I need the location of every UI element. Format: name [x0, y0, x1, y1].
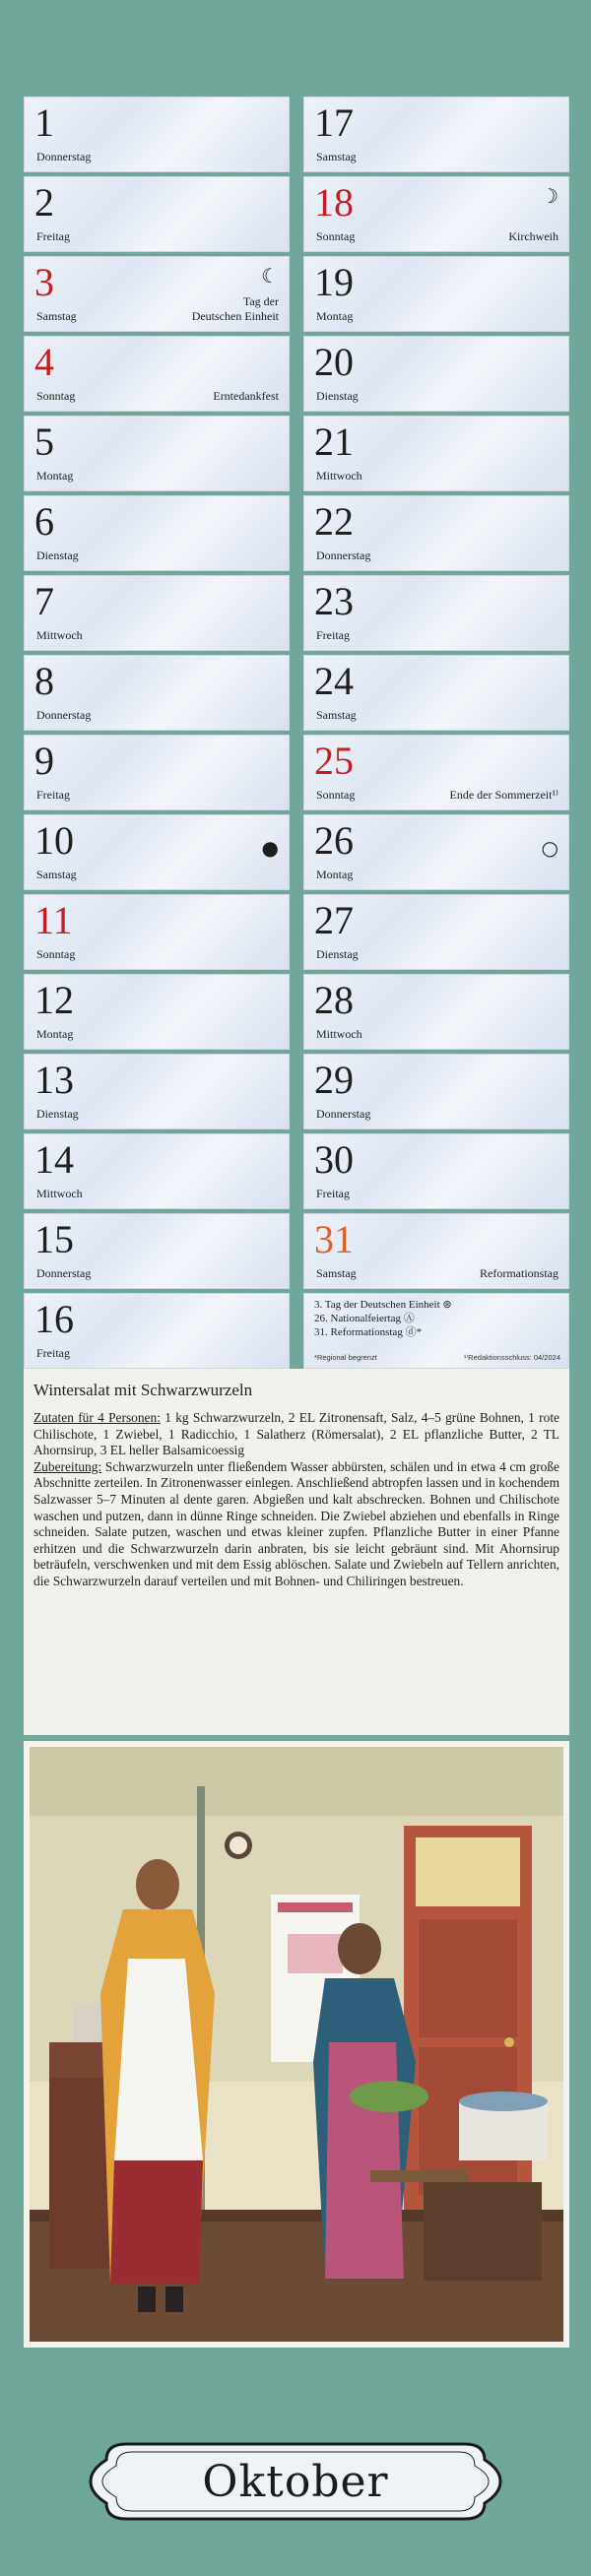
- day-cell: [303, 575, 569, 651]
- recipe-box: [24, 1369, 569, 1735]
- day-cell: [24, 176, 290, 252]
- day-number: 25: [314, 739, 354, 783]
- month-title: Oktober: [202, 2456, 389, 2507]
- day-cell: [303, 655, 569, 731]
- day-cell: [24, 495, 290, 571]
- weekday-label: Mittwoch: [36, 1187, 83, 1200]
- day-number: 18: [314, 180, 354, 225]
- weekday-label: Montag: [316, 309, 354, 323]
- day-number: 27: [314, 898, 354, 942]
- kitchen-illustration: [24, 1741, 569, 2348]
- day-number: 13: [34, 1058, 74, 1102]
- weekday-label: Donnerstag: [316, 548, 371, 562]
- day-cell: [24, 1054, 290, 1129]
- day-cell: [24, 894, 290, 970]
- day-cell: [24, 814, 290, 890]
- weekday-label: Donnerstag: [36, 1266, 92, 1280]
- day-number: 10: [34, 818, 74, 863]
- weekday-label: Mittwoch: [316, 469, 362, 483]
- event-label: Tag der Deutschen Einheit: [191, 294, 279, 323]
- preparation-text: Schwarzwurzeln unter fließendem Wasser abbürsten, schälen und in etwa 4 cm große Abschnitte zerteilen. In Zitronenwasser einlegen. Anschließend abtropfen lassen und in kochendem Salzwasser 5–7 Minuten al dente garen. Abgießen und kalt abschrecken. Bohnen und Chilischote waschen und putzen, dann in dünne Ringe schneiden. Die Zwiebel abziehen und ebenfalls in Ringe schneiden. Salate putzen, waschen und etwas kleiner zupfen. Pflanzliche Butter in einer Pfanne erhitzen und die Schwarzwurzeln darin anbraten, bis sie leicht gebräunt sind. Mit Ahornsirup beträufeln, verschwenken und mit dem Essig ablöschen. Salate und Zwiebeln auf Tellern anrichten, die Schwarzwurzeln darauf verteilen und mit Bohnen- und Chiliringen bestreuen.: [33, 1458, 559, 1588]
- month-banner: [87, 2430, 504, 2533]
- day-number: 14: [34, 1137, 74, 1182]
- weekday-label: Mittwoch: [316, 1027, 362, 1041]
- day-number: 7: [34, 579, 54, 623]
- day-cell: [303, 256, 569, 332]
- weekday-label: Freitag: [36, 788, 70, 802]
- recipe-ingredients: [33, 1410, 559, 1459]
- day-number: 26: [314, 818, 354, 863]
- day-cell: [303, 1133, 569, 1209]
- day-cell: [24, 256, 290, 332]
- day-number: 9: [34, 739, 54, 783]
- ingredients-text: 1 kg Schwarzwurzeln, 2 EL Zitronensaft, Salz, 4–5 grüne Bohnen, 1 rote Chilischote, 1 Zwiebel, 1 Radicchio, 1 Salatherz (Römersalat), 2 EL pflanzliche Butter, 2 TL Ahornsirup, 3 EL heller Balsamicoessig: [33, 1410, 559, 1458]
- weekday-label: Sonntag: [316, 229, 356, 243]
- weekday-label: Samstag: [316, 708, 357, 722]
- day-number: 17: [314, 100, 354, 145]
- moon-phase-icon: ●: [261, 836, 279, 860]
- day-cell: [24, 336, 290, 412]
- day-cell: [303, 336, 569, 412]
- day-number: 3: [34, 260, 54, 304]
- day-number: 15: [34, 1217, 74, 1261]
- day-cell: [24, 735, 290, 810]
- weekday-label: Donnerstag: [316, 1107, 371, 1121]
- recipe-preparation: [33, 1459, 559, 1590]
- regional-note: *Regional begrenzt: [314, 1353, 377, 1362]
- kitchen-scene-image: [30, 1747, 563, 2342]
- event-label: Erntedankfest: [213, 389, 279, 403]
- day-number: 30: [314, 1137, 354, 1182]
- editorial-note: ¹⁾Redaktionsschluss: 04/2024: [463, 1353, 560, 1362]
- weekday-label: Samstag: [316, 150, 357, 163]
- day-number: 12: [34, 978, 74, 1022]
- day-number: 29: [314, 1058, 354, 1102]
- day-cell: [303, 416, 569, 491]
- moon-phase-icon: ☾: [261, 264, 279, 288]
- weekday-label: Sonntag: [36, 389, 76, 403]
- day-cell: [24, 655, 290, 731]
- weekday-label: Montag: [316, 868, 354, 881]
- day-number: 22: [314, 499, 354, 544]
- day-number: 16: [34, 1297, 74, 1341]
- weekday-label: Samstag: [36, 868, 77, 881]
- ingredients-label: Zutaten für 4 Personen:: [33, 1410, 161, 1425]
- weekday-label: Mittwoch: [36, 628, 83, 642]
- weekday-label: Freitag: [316, 628, 350, 642]
- weekday-label: Samstag: [316, 1266, 357, 1280]
- day-number: 11: [34, 898, 73, 942]
- day-cell: [24, 1293, 290, 1369]
- day-number: 2: [34, 180, 54, 225]
- holiday-line: 26. Nationalfeiertag Ⓐ: [314, 1313, 415, 1324]
- weekday-label: Sonntag: [316, 788, 356, 802]
- weekday-label: Dienstag: [316, 947, 359, 961]
- day-cell: [24, 416, 290, 491]
- holiday-cell: [303, 1293, 569, 1369]
- holiday-footnotes: [314, 1353, 560, 1362]
- day-number: 19: [314, 260, 354, 304]
- weekday-label: Freitag: [36, 229, 70, 243]
- day-cell: [303, 1054, 569, 1129]
- day-cell: [303, 176, 569, 252]
- recipe-title: Wintersalat mit Schwarzwurzeln: [33, 1381, 253, 1399]
- day-cell: [24, 1213, 290, 1289]
- day-cell: [24, 974, 290, 1050]
- preparation-label: Zubereitung:: [33, 1458, 102, 1474]
- day-number: 23: [314, 579, 354, 623]
- day-number: 5: [34, 419, 54, 464]
- weekday-label: Freitag: [316, 1187, 350, 1200]
- day-number: 21: [314, 419, 354, 464]
- weekday-label: Donnerstag: [36, 150, 92, 163]
- weekday-label: Dienstag: [316, 389, 359, 403]
- event-label: Ende der Sommerzeit¹⁾: [449, 788, 558, 802]
- weekday-label: Sonntag: [36, 947, 76, 961]
- day-number: 6: [34, 499, 54, 544]
- holiday-line: 3. Tag der Deutschen Einheit ⊛: [314, 1299, 452, 1311]
- weekday-label: Dienstag: [36, 548, 79, 562]
- day-number: 20: [314, 340, 354, 384]
- holiday-list: [314, 1298, 562, 1339]
- weekday-label: Dienstag: [36, 1107, 79, 1121]
- event-label: Reformationstag: [480, 1266, 558, 1280]
- event-label: Kirchweih: [508, 229, 558, 243]
- weekday-label: Freitag: [36, 1346, 70, 1360]
- day-cell: [303, 1213, 569, 1289]
- weekday-label: Samstag: [36, 309, 77, 323]
- weekday-label: Montag: [36, 1027, 74, 1041]
- day-number: 28: [314, 978, 354, 1022]
- day-cell: [24, 97, 290, 172]
- day-number: 4: [34, 340, 54, 384]
- day-cell: [24, 1133, 290, 1209]
- day-number: 1: [34, 100, 54, 145]
- day-number: 8: [34, 659, 54, 703]
- day-number: 24: [314, 659, 354, 703]
- moon-phase-icon: ○: [541, 836, 558, 860]
- day-cell: [303, 894, 569, 970]
- weekday-label: Donnerstag: [36, 708, 92, 722]
- moon-phase-icon: ☽: [541, 184, 558, 208]
- day-cell: [303, 974, 569, 1050]
- day-cell: [24, 575, 290, 651]
- day-number: 31: [314, 1217, 354, 1261]
- day-cell: [303, 814, 569, 890]
- weekday-label: Montag: [36, 469, 74, 483]
- day-cell: [303, 97, 569, 172]
- day-cell: [303, 495, 569, 571]
- holiday-line: 31. Reformationstag ⓓ*: [314, 1326, 423, 1338]
- day-cell: [303, 735, 569, 810]
